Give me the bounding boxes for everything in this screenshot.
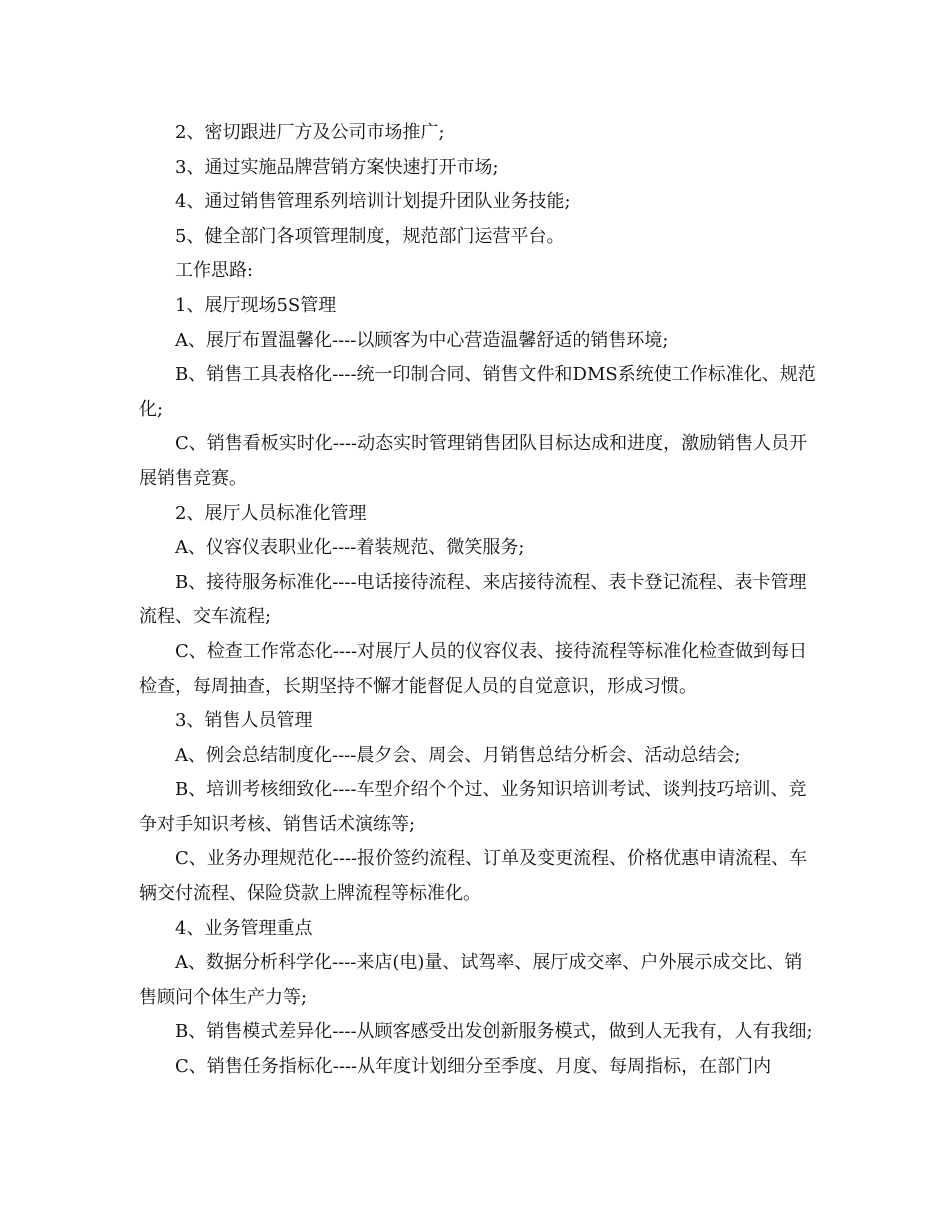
paragraph-2a: A、仪容仪表职业化----着装规范、微笑服务; [175,537,525,559]
paragraph-2b: B、接待服务标准化----电话接待流程、来店接待流程、表卡登记流程、表卡管理流程、交车流程; [139,571,807,628]
paragraph-1b: B、销售工具表格化----统一印制合同、销售文件和DMS系统使工作标准化、规范化; [139,364,816,420]
paragraph-3c: C、业务办理规范化----报价签约流程、订单及变更流程、价格优惠申请流程、车辆交付流程、保险贷款上牌流程等标准化。 [139,848,808,905]
paragraph-4c: C、销售任务指标化----从年度计划细分至季度、月度、每周指标，在部门内 [175,1056,772,1078]
paragraph-2c: C、检查工作常态化----对展厅人员的仪容仪表、接待流程等标准化检查做到每日检查，每周抽查，长期坚持不懈才能督促人员的自觉意识，形成习惯。 [139,640,808,697]
section-heading-work-ideas: 工作思路: [175,260,254,282]
document-body [139,116,819,1085]
paragraph-goal-4: 4、通过销售管理系列培训计划提升团队业务技能; [175,191,571,213]
subheading-business-focus: 4、业务管理重点 [175,917,313,939]
paragraph-3b: B、培训考核细致化----车型介绍个个过、业务知识培训考试、谈判技巧培训、竞争对手知识考核、销售话术演练等; [139,779,807,835]
subheading-sales-staff: 3、销售人员管理 [175,710,313,732]
subheading-showroom-5s: 1、展厅现场5S管理 [175,294,337,316]
paragraph-goal-2: 2、密切跟进厂方及公司市场推广; [175,122,445,143]
paragraph-4b: B、销售模式差异化----从顾客感受出发创新服务模式，做到人无我有，人有我细; [175,1021,813,1043]
subheading-staff-standardization: 2、展厅人员标准化管理 [175,502,367,524]
paragraph-4a: A、数据分析科学化----来店(电)量、试驾率、展厅成交率、户外展示成交比、销售顾问个体生产力等; [139,952,803,1008]
paragraph-3a: A、例会总结制度化----晨夕会、周会、月销售总结分析会、活动总结会; [175,744,741,766]
paragraph-1c: C、销售看板实时化----动态实时管理销售团队目标达成和进度，激励销售人员开展销售竞赛。 [139,433,808,489]
paragraph-goal-5: 5、健全部门各项管理制度，规范部门运营平台。 [175,225,565,247]
paragraph-1a: A、展厅布置温馨化----以顾客为中心营造温馨舒适的销售环境; [175,329,669,351]
paragraph-goal-3: 3、通过实施品牌营销方案快速打开市场; [175,156,499,178]
